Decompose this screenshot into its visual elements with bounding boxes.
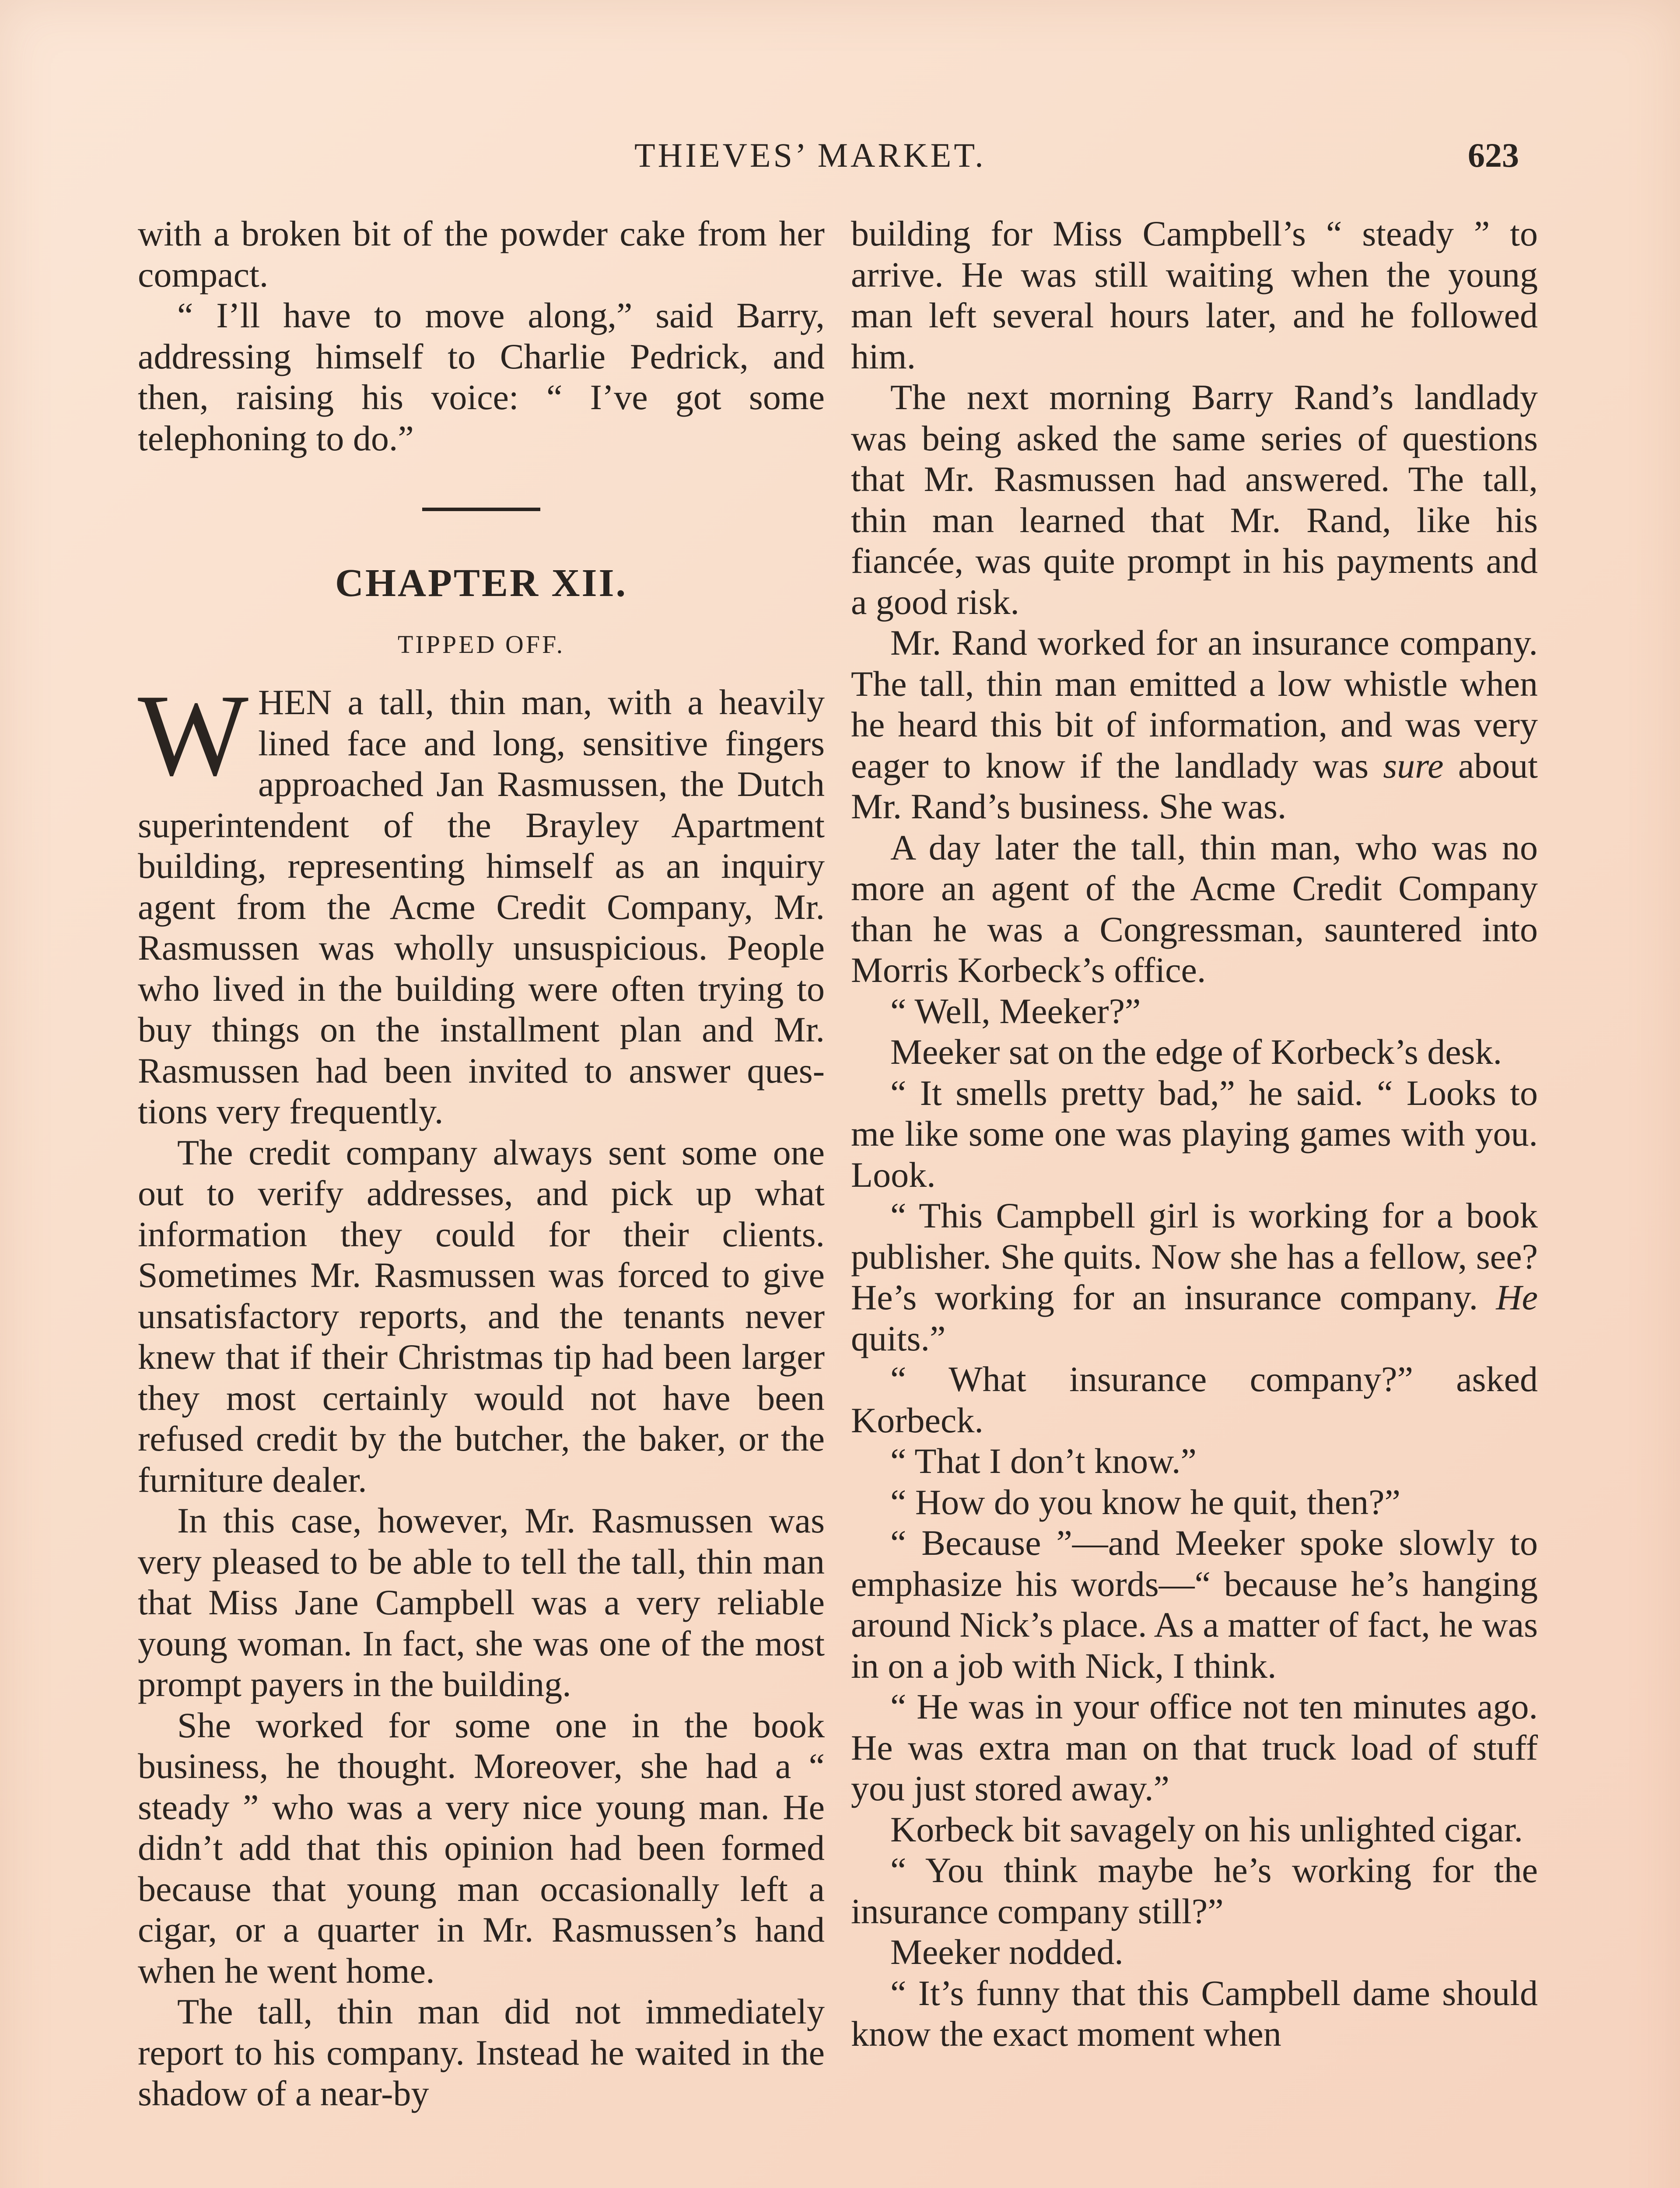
paragraph: The next morning Barry Rand’s landlady was being asked the same series of questions that Mr. Rasmussen had answered. The tall, thin man learned that Mr. Rand, like his fiancée, was quite prompt in his payments and a good risk. [851,377,1538,622]
paragraph: “ You think maybe he’s working for the insurance company still?” [851,1850,1538,1931]
paragraph: “ It’s funny that this Campbell dame should know the exact moment when [851,1973,1538,2054]
paragraph: The credit company always sent some one out to verify addresses, and pick up what information they could for their clients. Sometimes Mr. Rasmussen was forced to give unsatisfactory reports, and the tenants never knew that if their Christmas tip had been larger they most certainly would not have been refused credit by the butcher, the baker, or the furniture dealer. [138,1132,825,1500]
text-run: quits.” [851,1318,946,1358]
text-run: Mr. Rand worked for an insurance company. The tall, thin man emitted a low whistle when he heard this bit of information, and was very eager to know if the landlady was [851,623,1538,785]
running-title: THIEVES’ MARKET. [634,136,986,174]
right-column [851,213,1538,2055]
paragraph: “ He was in your office not ten minutes ago. He was extra man on that truck load of stuff you just stored away.” [851,1687,1538,1808]
paragraph: “ How do you know he quit, then?” [890,1482,1400,1522]
page-number: 623 [1468,136,1519,174]
chapter-divider-rule [422,508,540,511]
paragraph: “ Because ”—and Meeker spoke slowly to emphasize his words—“ because he’s hanging around Nick’s place. As a matter of fact, he was in on a job with Nick, I think. [851,1523,1538,1686]
paragraph-text: HEN a tall, thin man, with a heavily lined face and long, sensitive fingers approached Jan Rasmussen, the Dutch superintendent of the Brayley Apartment building, representing himself as an inquiry agent from the Acme Credit Company, Mr. Rasmussen was wholly unsuspicious. People who lived in the building were often trying to buy things on the installment plan and Mr. Rasmussen had been invited to answer questions very frequently. [138,682,825,1131]
paragraph: “ I’ll have to move along,” said Barry, addressing himself to Charlie Pedrick, and then, raising his voice: “ I’ve got some telephoning to do.” [138,295,825,458]
paragraph: In this case, however, Mr. Rasmussen was very pleased to be able to tell the tall, thin man that Miss Jane Campbell was a very reliable young woman. In fact, she was one of the most prompt payers in the building. [138,1501,825,1704]
paragraph-with-dropcap [138,670,825,1132]
chapter-title: CHAPTER XII. [335,561,628,605]
paragraph: She worked for some one in the book business, he thought. Moreover, she had a “ steady ” who was a very nice young man. He didn’t add that this opinion had been formed because that young man occasionally left a cigar, or a quarter in Mr. Rasmussen’s hand when he went home. [138,1705,825,1991]
text-run: about Mr. Rand’s business. She was. [851,745,1538,826]
paragraph [851,622,1538,827]
emphasis-text: He [1496,1277,1538,1317]
paragraph: Meeker nodded. [890,1932,1124,1972]
drop-cap: W [138,670,248,800]
paragraph: “ It smells pretty bad,” he said. “ Looks to me like some one was playing games with you. Look. [851,1073,1538,1195]
paragraph: “ What insurance company?” asked Korbeck. [851,1359,1538,1440]
paragraph [851,1195,1538,1359]
paragraph: building for Miss Campbell’s “ steady ” to arrive. He was still waiting when the young man left several hours later, and he followed him. [851,214,1538,376]
text-run: “ This Campbell girl is working for a book publisher. She quits. Now she has a fellow, see? He’s working for an insurance company. [851,1196,1538,1317]
paragraph: with a broken bit of the powder cake from her compact. [138,214,825,295]
paragraph: “ Well, Meeker?” [890,991,1141,1031]
left-column [138,213,825,2114]
paragraph: A day later the tall, thin man, who was no more an agent of the Acme Credit Company than he was a Congressman, sauntered into Morris Korbeck’s office. [851,827,1538,990]
chapter-subtitle: TIPPED OFF. [397,630,565,659]
paragraph: Korbeck bit savagely on his unlighted cigar. [890,1809,1523,1849]
paragraph: “ That I don’t know.” [890,1441,1197,1481]
running-header [0,131,1680,179]
paragraph: Meeker sat on the edge of Korbeck’s desk. [890,1032,1502,1072]
emphasis-text: sure [1383,745,1444,785]
paragraph: The tall, thin man did not immediately report to his company. Instead he waited in the shadow of a near-by [138,1992,825,2113]
